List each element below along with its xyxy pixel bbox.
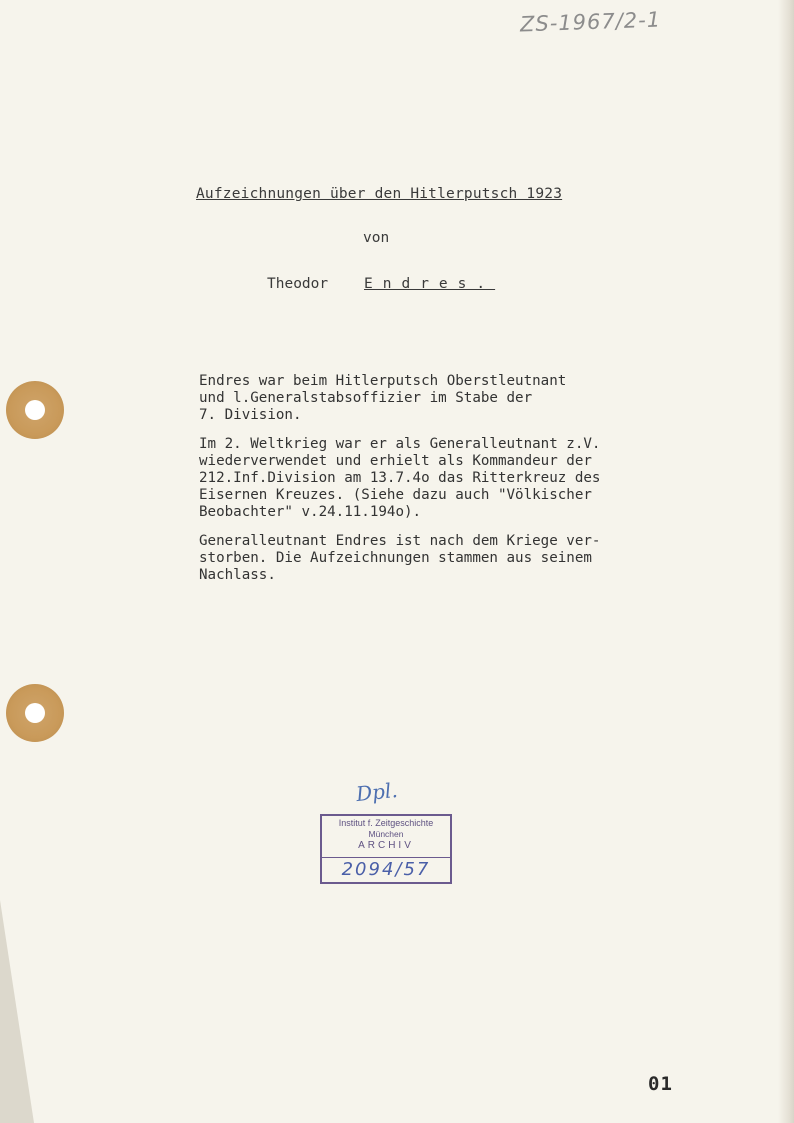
author-first-name: Theodor: [267, 276, 329, 292]
archive-stamp: [320, 814, 452, 884]
handwritten-initials: Dpl.: [354, 777, 399, 807]
punch-hole-bottom: [6, 684, 64, 742]
document-title: Aufzeichnungen über den Hitlerputsch 1923: [196, 186, 563, 202]
paragraph-1: Endres war beim Hitlerputsch Oberstleutnant und l.Generalstabsoffizier im Stabe der 7. Division.: [199, 373, 567, 423]
stamp-city: München: [368, 829, 404, 839]
stamp-institute: Institut f. Zeitgeschichte: [338, 818, 434, 828]
archive-reference-handwritten: ZS-1967/2-1: [519, 7, 662, 37]
punch-hole-top: [6, 381, 64, 439]
page-edge-shadow: [778, 0, 794, 1123]
page-number: 01: [648, 1073, 673, 1095]
byline-von: von: [363, 230, 390, 246]
author-last-name: Endres.: [364, 276, 496, 292]
paragraph-3: Generalleutnant Endres ist nach dem Kriege ver- storben. Die Aufzeichnungen stammen aus seinem Nachlass.: [199, 533, 601, 583]
paragraph-2: Im 2. Weltkrieg war er als Generalleutnant z.V. wiederverwendet und erhielt als Kommandeur der 212.Inf.Division am 13.7.4o das Ritterkreuz des Eisernen Kreuzes. (Siehe dazu auch "Völkischer Beobachter" v.24.11.194o).: [199, 436, 601, 520]
stamp-archive: ARCHIV: [358, 840, 414, 851]
stamp-number: 2094/57: [322, 857, 450, 880]
page-corner-fold: [0, 900, 34, 1123]
